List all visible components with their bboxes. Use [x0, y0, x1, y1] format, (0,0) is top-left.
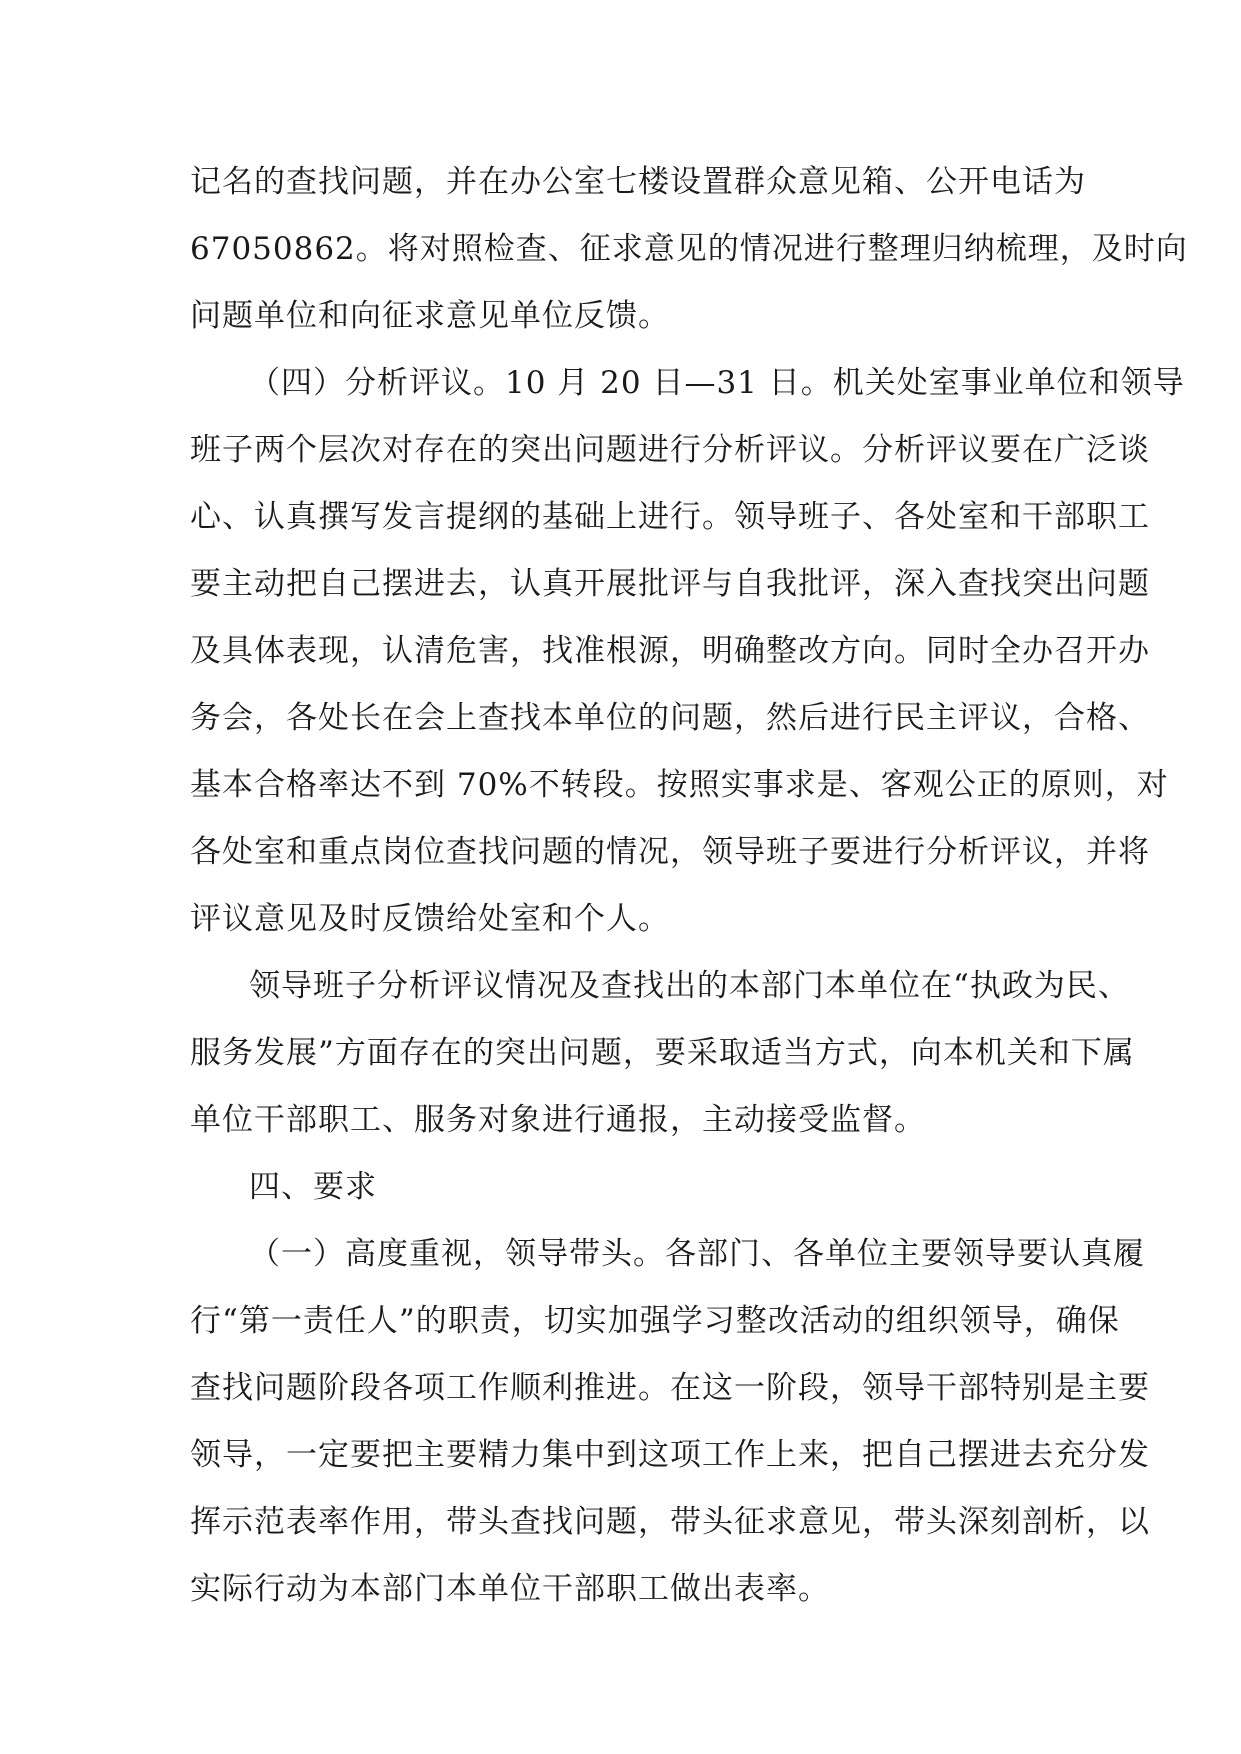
text-line: 服务发展”方面存在的突出问题，要采取适当方式，向本机关和下属	[190, 1035, 1135, 1071]
text-line: 领导，一定要把主要精力集中到这项工作上来，把自己摆进去充分发	[190, 1437, 1150, 1473]
text-line: 问题单位和向征求意见单位反馈。	[190, 298, 670, 334]
text-line: 务会，各处长在会上查找本单位的问题，然后进行民主评议，合格、	[190, 700, 1150, 736]
paragraph-heading-four: （四）分析评议。10 月 20 日—31 日。机关处室事业单位和领导	[249, 365, 1185, 401]
text-line: 各处室和重点岗位查找问题的情况，领导班子要进行分析评议，并将	[190, 834, 1150, 870]
text-line: 基本合格率达不到 70%不转段。按照实事求是、客观公正的原则，对	[190, 767, 1169, 803]
text-line: 评议意见及时反馈给处室和个人。	[190, 901, 670, 937]
text-line: 单位干部职工、服务对象进行通报，主动接受监督。	[190, 1102, 926, 1138]
text-line: 挥示范表率作用，带头查找问题，带头征求意见，带头深刻剖析，以	[190, 1504, 1150, 1540]
text-line: 记名的查找问题，并在办公室七楼设置群众意见箱、公开电话为	[190, 164, 1086, 200]
text-line: 行“第一责任人”的职责，切实加强学习整改活动的组织领导，确保	[190, 1303, 1120, 1339]
text-line: 心、认真撰写发言提纲的基础上进行。领导班子、各处室和干部职工	[190, 499, 1150, 535]
text-line: 67050862。将对照检查、征求意见的情况进行整理归纳梳理，及时向	[190, 231, 1188, 267]
text-line: 领导班子分析评议情况及查找出的本部门本单位在“执政为民、	[249, 968, 1130, 1004]
text-line: 查找问题阶段各项工作顺利推进。在这一阶段，领导干部特别是主要	[190, 1370, 1150, 1406]
paragraph-heading-one: （一）高度重视，领导带头。各部门、各单位主要领导要认真履	[249, 1236, 1145, 1272]
text-line: 班子两个层次对存在的突出问题进行分析评议。分析评议要在广泛谈	[190, 432, 1150, 468]
text-line: 及具体表现，认清危害，找准根源，明确整改方向。同时全办召开办	[190, 633, 1150, 669]
section-heading-requirements: 四、要求	[249, 1169, 377, 1205]
text-line: 实际行动为本部门本单位干部职工做出表率。	[190, 1571, 830, 1607]
text-line: 要主动把自己摆进去，认真开展批评与自我批评，深入查找突出问题	[190, 566, 1150, 602]
